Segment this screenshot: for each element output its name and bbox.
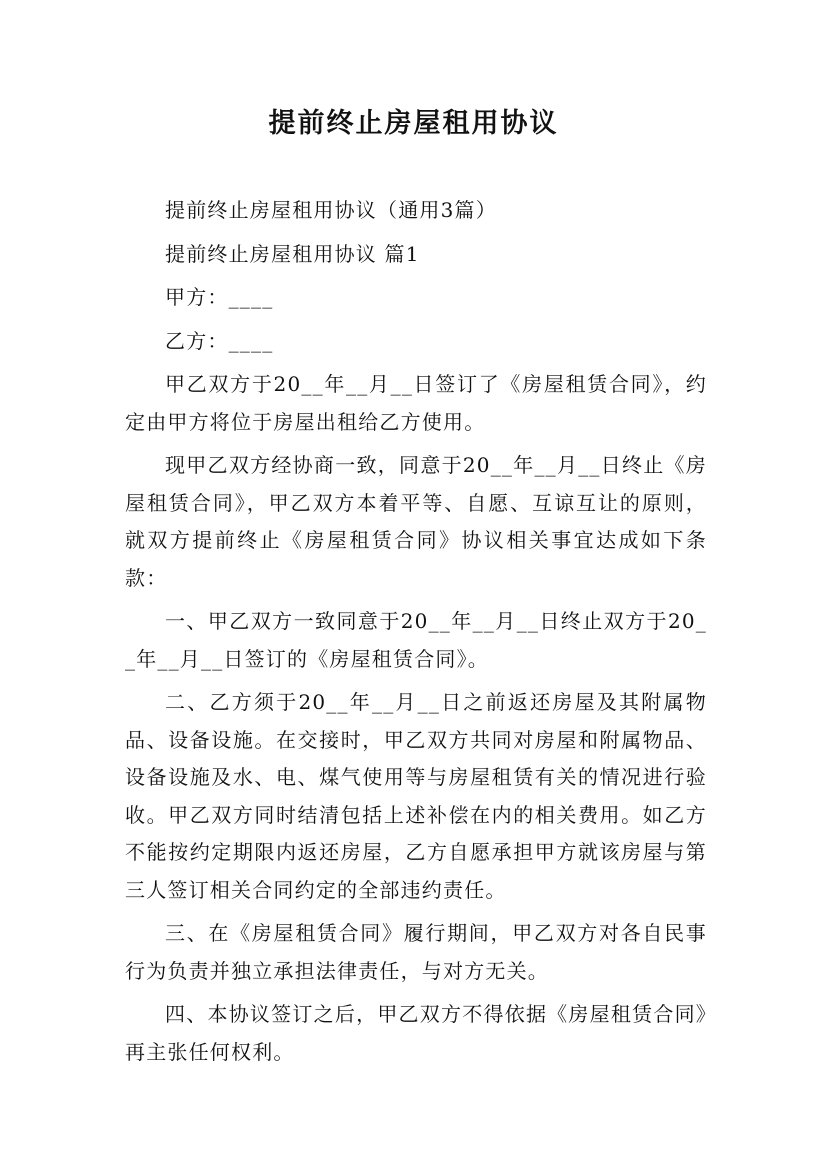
paragraph-section-heading: 提前终止房屋租用协议 篇1	[165, 241, 420, 266]
document-title: 提前终止房屋租用协议	[268, 108, 559, 139]
paragraph-clause-4: 四、本协议签订之后，甲乙双方不得依据《房屋租赁合同》再主张任何权利。	[125, 1002, 707, 1064]
document-body	[125, 192, 707, 1071]
paragraph-termination-agreement: 现甲乙双方经协商一致，同意于20__年__月__日终止《房屋租赁合同》，甲乙双方本着平等、自愿、互谅互让的原则，就双方提前终止《房屋租赁合同》协议相关事宜达成如下条款：	[125, 453, 707, 590]
paragraph-collection-heading: 提前终止房屋租用协议（通用3篇）	[165, 198, 497, 222]
paragraph-party-a: 甲方：____	[165, 285, 274, 309]
paragraph-clause-1: 一、甲乙双方一致同意于20__年__月__日终止双方于20__年__月__日签订的《房屋租赁合同》。	[125, 609, 707, 671]
paragraph-clause-3: 三、在《房屋租赁合同》履行期间，甲乙双方对各自民事行为负责并独立承担法律责任，与对方无关。	[125, 921, 707, 983]
paragraph-contract-signing: 甲乙双方于20__年__月__日签订了《房屋租赁合同》，约定由甲方将位于房屋出租给乙方使用。	[125, 372, 707, 434]
paragraph-party-b: 乙方：____	[165, 328, 274, 353]
paragraph-clause-2: 二、乙方须于20__年__月__日之前返还房屋及其附属物品、设备设施。在交接时，甲乙双方共同对房屋和附属物品、设备设施及水、电、煤气使用等与房屋租赁有关的情况进行验收。甲乙双方同时结清包括上述补偿在内的相关费用。如乙方不能按约定期限内返还房屋，乙方自愿承担甲方就该房屋与第三人签订相关合同约定的全部违约责任。	[125, 690, 707, 902]
